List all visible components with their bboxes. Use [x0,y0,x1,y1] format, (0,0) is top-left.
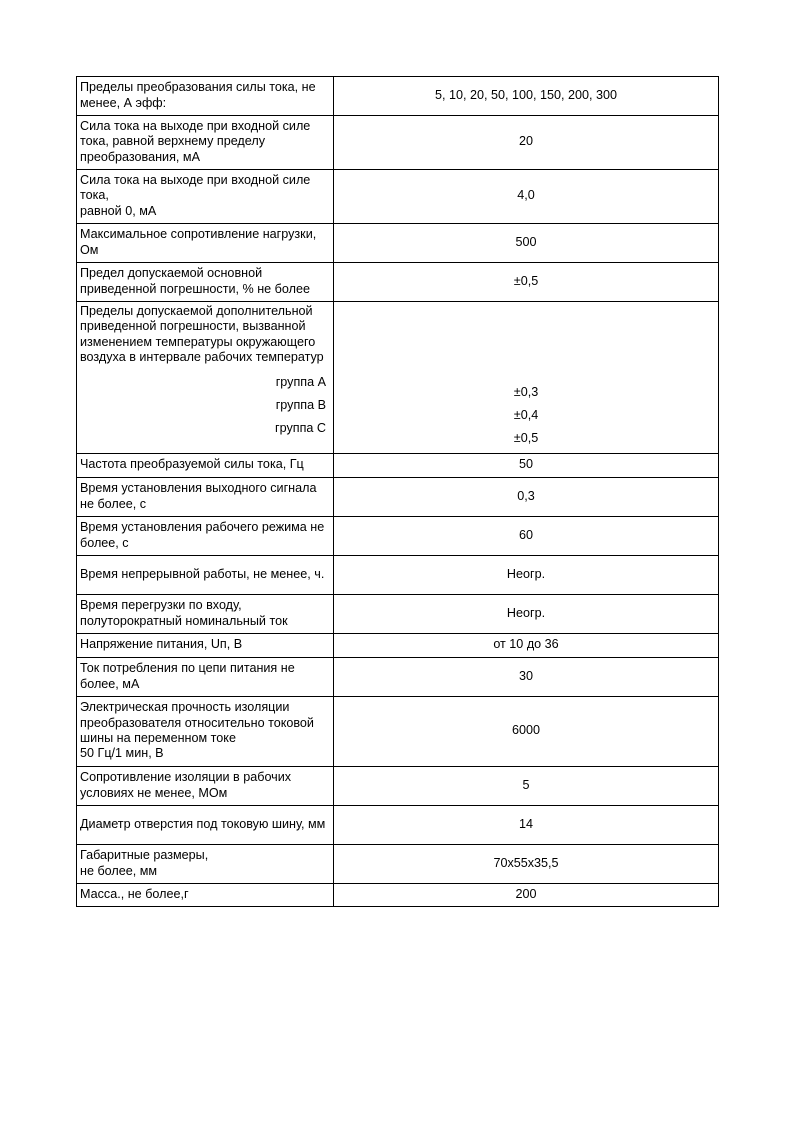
table-row [77,658,719,697]
param-cell: Сила тока на выходе при входной силе тока, равной 0, мА [77,170,334,224]
value-cell: 14 [334,806,719,845]
value-cell: 200 [334,884,719,907]
value-cell: 20 [334,116,719,170]
value-cell: 5 [334,767,719,806]
table-row-additional-error [77,302,719,454]
param-cell: Диаметр отверстия под токовую шину, мм [77,806,334,845]
table-row [77,77,719,116]
param-cell: Время установления рабочего режима не более, с [77,517,334,556]
param-cell: Пределы преобразования силы тока, не менее, А эфф: [77,77,334,116]
value-cell: 6000 [334,697,719,767]
value-cell: 70х55х35,5 [334,845,719,884]
param-cell [77,302,334,454]
table-row [77,116,719,170]
param-cell: Ток потребления по цепи питания не более, мА [77,658,334,697]
param-cell: Габаритные размеры, не более, мм [77,845,334,884]
value-cell: 5, 10, 20, 50, 100, 150, 200, 300 [334,77,719,116]
value-cell: 30 [334,658,719,697]
param-cell: Предел допускаемой основной приведенной погрешности, % не более [77,263,334,302]
table-row [77,454,719,478]
param-cell: Сила тока на выходе при входной силе тока, равной верхнему пределу преобразования, мА [77,116,334,170]
table-row [77,697,719,767]
table-row [77,170,719,224]
param-cell: Максимальное сопротивление нагрузки, Ом [77,224,334,263]
group-a-value: ±0,3 [513,384,539,399]
table-row [77,263,719,302]
param-cell: Время перегрузки по входу, полуторократный номинальный ток [77,595,334,634]
table-row [77,845,719,884]
value-cell: ±0,5 [334,263,719,302]
table-row [77,634,719,658]
value-cell: 60 [334,517,719,556]
table-row [77,517,719,556]
value-cell: 4,0 [334,170,719,224]
value-cell: Неогр. [334,556,719,595]
param-cell: Сопротивление изоляции в рабочих условиях не менее, МОм [77,767,334,806]
group-c-value: ±0,5 [513,430,539,445]
table-row [77,884,719,907]
param-cell: Напряжение питания, Uп, В [77,634,334,658]
table-row [77,556,719,595]
value-cell: Неогр. [334,595,719,634]
param-cell: Время установления выходного сигнала не более, с [77,478,334,517]
param-cell: Частота преобразуемой силы тока, Гц [77,454,334,478]
group-c-label: группа С [275,421,326,436]
table-row [77,806,719,845]
specifications-table [76,76,719,907]
additional-error-label: Пределы допускаемой дополнительной приведенной погрешности, вызванной изменением температуры окружающего воздуха в интервале рабочих температур [80,304,324,365]
value-cell: 500 [334,224,719,263]
value-cell [334,302,719,454]
group-b-label: группа В [275,398,326,413]
table-row [77,767,719,806]
table-row [77,595,719,634]
group-b-value: ±0,4 [513,407,539,422]
value-cell: 50 [334,454,719,478]
group-a-label: группа А [275,375,326,390]
param-cell: Масса., не более,г [77,884,334,907]
value-cell: от 10 до 36 [334,634,719,658]
table-row [77,478,719,517]
value-cell: 0,3 [334,478,719,517]
param-cell: Время непрерывной работы, не менее, ч. [77,556,334,595]
table-row [77,224,719,263]
param-cell: Электрическая прочность изоляции преобразователя относительно токовой шины на переменном токе 50 Гц/1 мин, В [77,697,334,767]
